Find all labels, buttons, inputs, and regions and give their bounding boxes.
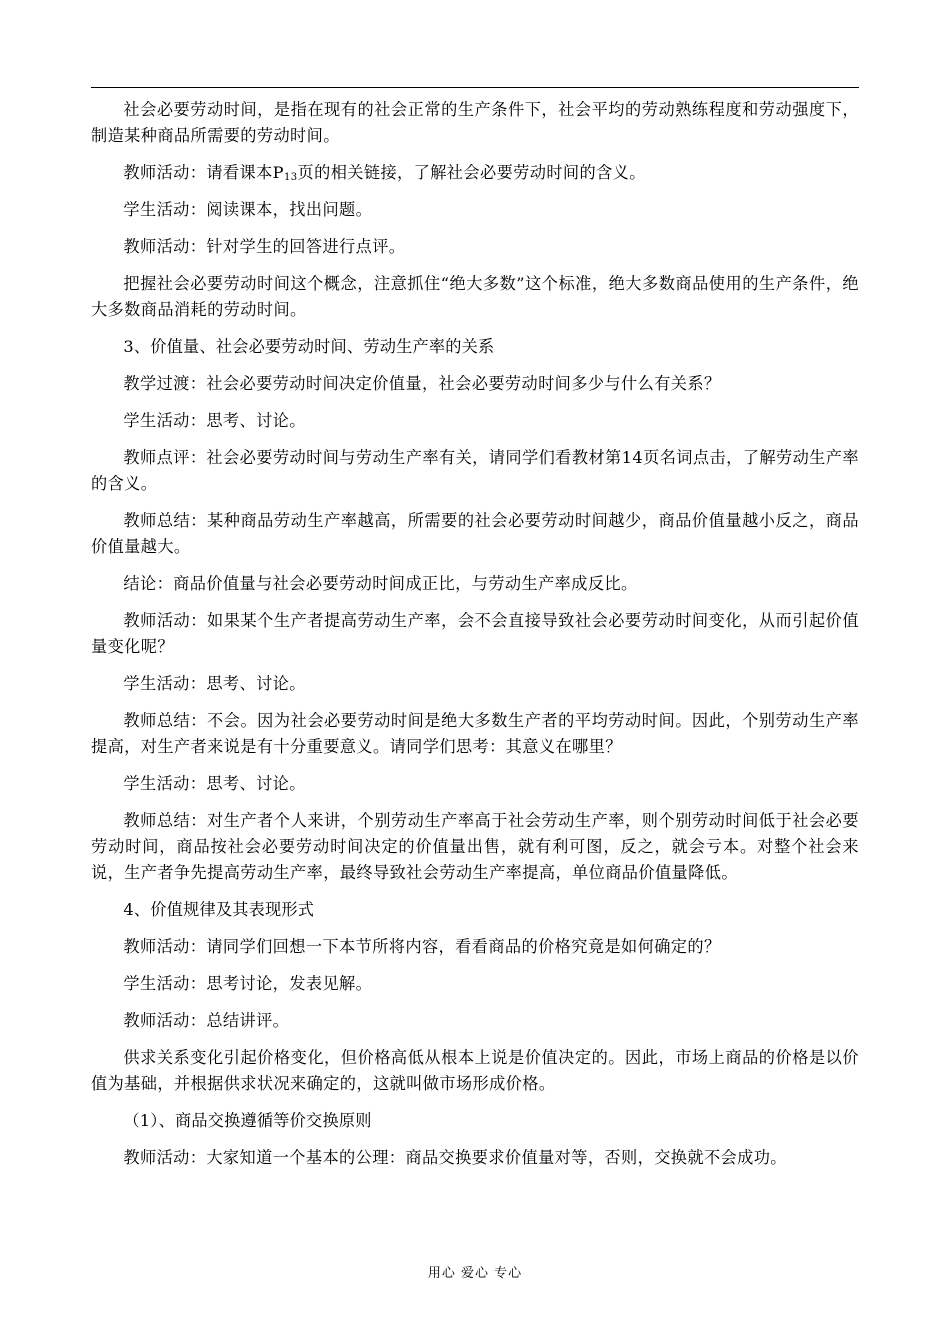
paragraph-student-activity: 学生活动：思考、讨论。	[123, 774, 306, 793]
paragraph-teacher-activity: 教师活动：针对学生的回答进行点评。	[123, 237, 406, 256]
page-subscript: 13	[283, 172, 298, 183]
paragraph-definition: 社会必要劳动时间，是指在现有的社会正常的生产条件下，社会平均的劳动熟练程度和劳动强度下，制造某种商品所需要的劳动时间。	[91, 100, 859, 145]
paragraph-transition: 教学过渡：社会必要劳动时间决定价值量，社会必要劳动时间多少与什么有关系？	[123, 374, 721, 393]
document-body	[91, 97, 859, 1182]
header-rule	[91, 87, 859, 88]
paragraph-body: 把握社会必要劳动时间这个概念，注意抓住“绝大多数”这个标准，绝大多数商品使用的生产条件，绝大多数商品消耗的劳动时间。	[91, 274, 859, 319]
paragraph-student-activity: 学生活动：阅读课本，找出问题。	[123, 200, 373, 219]
paragraph-teacher-activity: 教师活动：如果某个生产者提高劳动生产率，会不会直接导致社会必要劳动时间变化，从而引起价值量变化呢？	[91, 611, 859, 656]
text-run: 页的相关链接，了解社会必要劳动时间的含义。	[297, 163, 646, 182]
paragraph-student-activity: 学生活动：思考讨论，发表见解。	[123, 974, 373, 993]
page-footer: 用心 爱心 专心	[427, 1266, 523, 1281]
text-run: 教师活动：请看课本P	[123, 163, 284, 182]
paragraph-teacher-activity: 教师活动：大家知道一个基本的公理：商品交换要求价值量对等，否则，交换就不会成功。	[123, 1148, 787, 1167]
section-heading: 3、价值量、社会必要劳动时间、劳动生产率的关系	[123, 337, 495, 356]
paragraph-teacher-activity: 教师活动：请同学们回想一下本节所将内容，看看商品的价格究竟是如何确定的？	[123, 937, 721, 956]
paragraph-teacher-activity	[91, 160, 859, 186]
paragraph-body: 供求关系变化引起价格变化，但价格高低从根本上说是价值决定的。因此，市场上商品的价格是以价值为基础，并根据供求状况来确定的，这就叫做市场形成价格。	[91, 1048, 859, 1093]
paragraph-student-activity: 学生活动：思考、讨论。	[123, 674, 306, 693]
paragraph-teacher-activity: 教师活动：总结讲评。	[123, 1011, 290, 1030]
paragraph-teacher-summary: 教师总结：对生产者个人来讲，个别劳动生产率高于社会劳动生产率，则个别劳动时间低于社会必要劳动时间，商品按社会必要劳动时间决定的价值量出售，就有利可图，反之，就会亏本。对整个社会来说，生产者争先提高劳动生产率，最终导致社会劳动生产率提高，单位商品价值量降低。	[91, 811, 859, 882]
paragraph-teacher-summary: 教师总结：不会。因为社会必要劳动时间是绝大多数生产者的平均劳动时间。因此，个别劳动生产率提高，对生产者来说是有十分重要意义。请同学们思考：其意义在哪里？	[91, 711, 859, 756]
paragraph-teacher-comment: 教师点评：社会必要劳动时间与劳动生产率有关，请同学们看教材第14页名词点击，了解劳动生产率的含义。	[91, 448, 859, 493]
paragraph-teacher-summary: 教师总结：某种商品劳动生产率越高，所需要的社会必要劳动时间越少，商品价值量越小反之，商品价值量越大。	[91, 511, 859, 556]
paragraph-conclusion: 结论：商品价值量与社会必要劳动时间成正比，与劳动生产率成反比。	[123, 574, 638, 593]
subsection-heading: （1）、商品交换遵循等价交换原则	[123, 1111, 372, 1130]
paragraph-student-activity: 学生活动：思考、讨论。	[123, 411, 306, 430]
section-heading: 4、价值规律及其表现形式	[123, 900, 315, 919]
